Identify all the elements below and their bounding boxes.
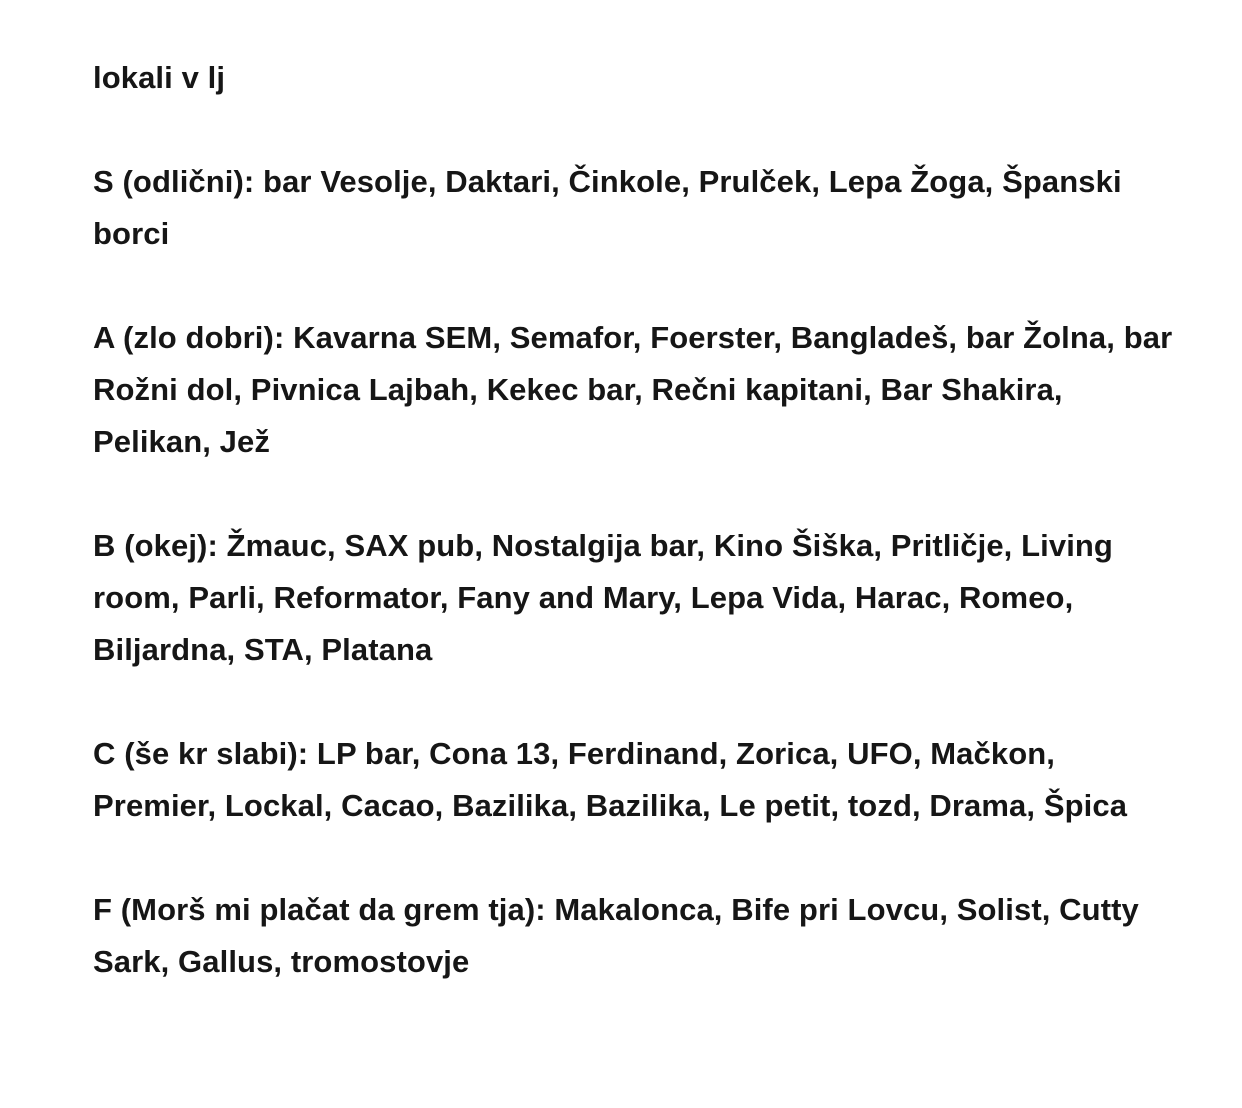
note-document — [93, 52, 1173, 988]
tier-b-paragraph: B (okej): Žmauc, SAX pub, Nostalgija bar, Kino Šiška, Pritličje, Living room, Parli, Reformator, Fany and Mary, Lepa Vida, Harac, Romeo, Biljardna, STA, Platana — [93, 528, 1113, 667]
tier-s-paragraph: S (odlični): bar Vesolje, Daktari, Činkole, Prulček, Lepa Žoga, Španski borci — [93, 164, 1122, 251]
tier-f-paragraph: F (Morš mi plačat da grem tja): Makalonca, Bife pri Lovcu, Solist, Cutty Sark, Gallus, tromostovje — [93, 892, 1139, 979]
note-title: lokali v lj — [93, 60, 226, 95]
tier-c-paragraph: C (še kr slabi): LP bar, Cona 13, Ferdinand, Zorica, UFO, Mačkon, Premier, Lockal, Cacao, Bazilika, Bazilika, Le petit, tozd, Drama, Špica — [93, 736, 1128, 823]
tier-a-paragraph: A (zlo dobri): Kavarna SEM, Semafor, Foerster, Bangladeš, bar Žolna, bar Rožni dol, Pivnica Lajbah, Kekec bar, Rečni kapitani, Bar Shakira, Pelikan, Jež — [93, 320, 1173, 459]
